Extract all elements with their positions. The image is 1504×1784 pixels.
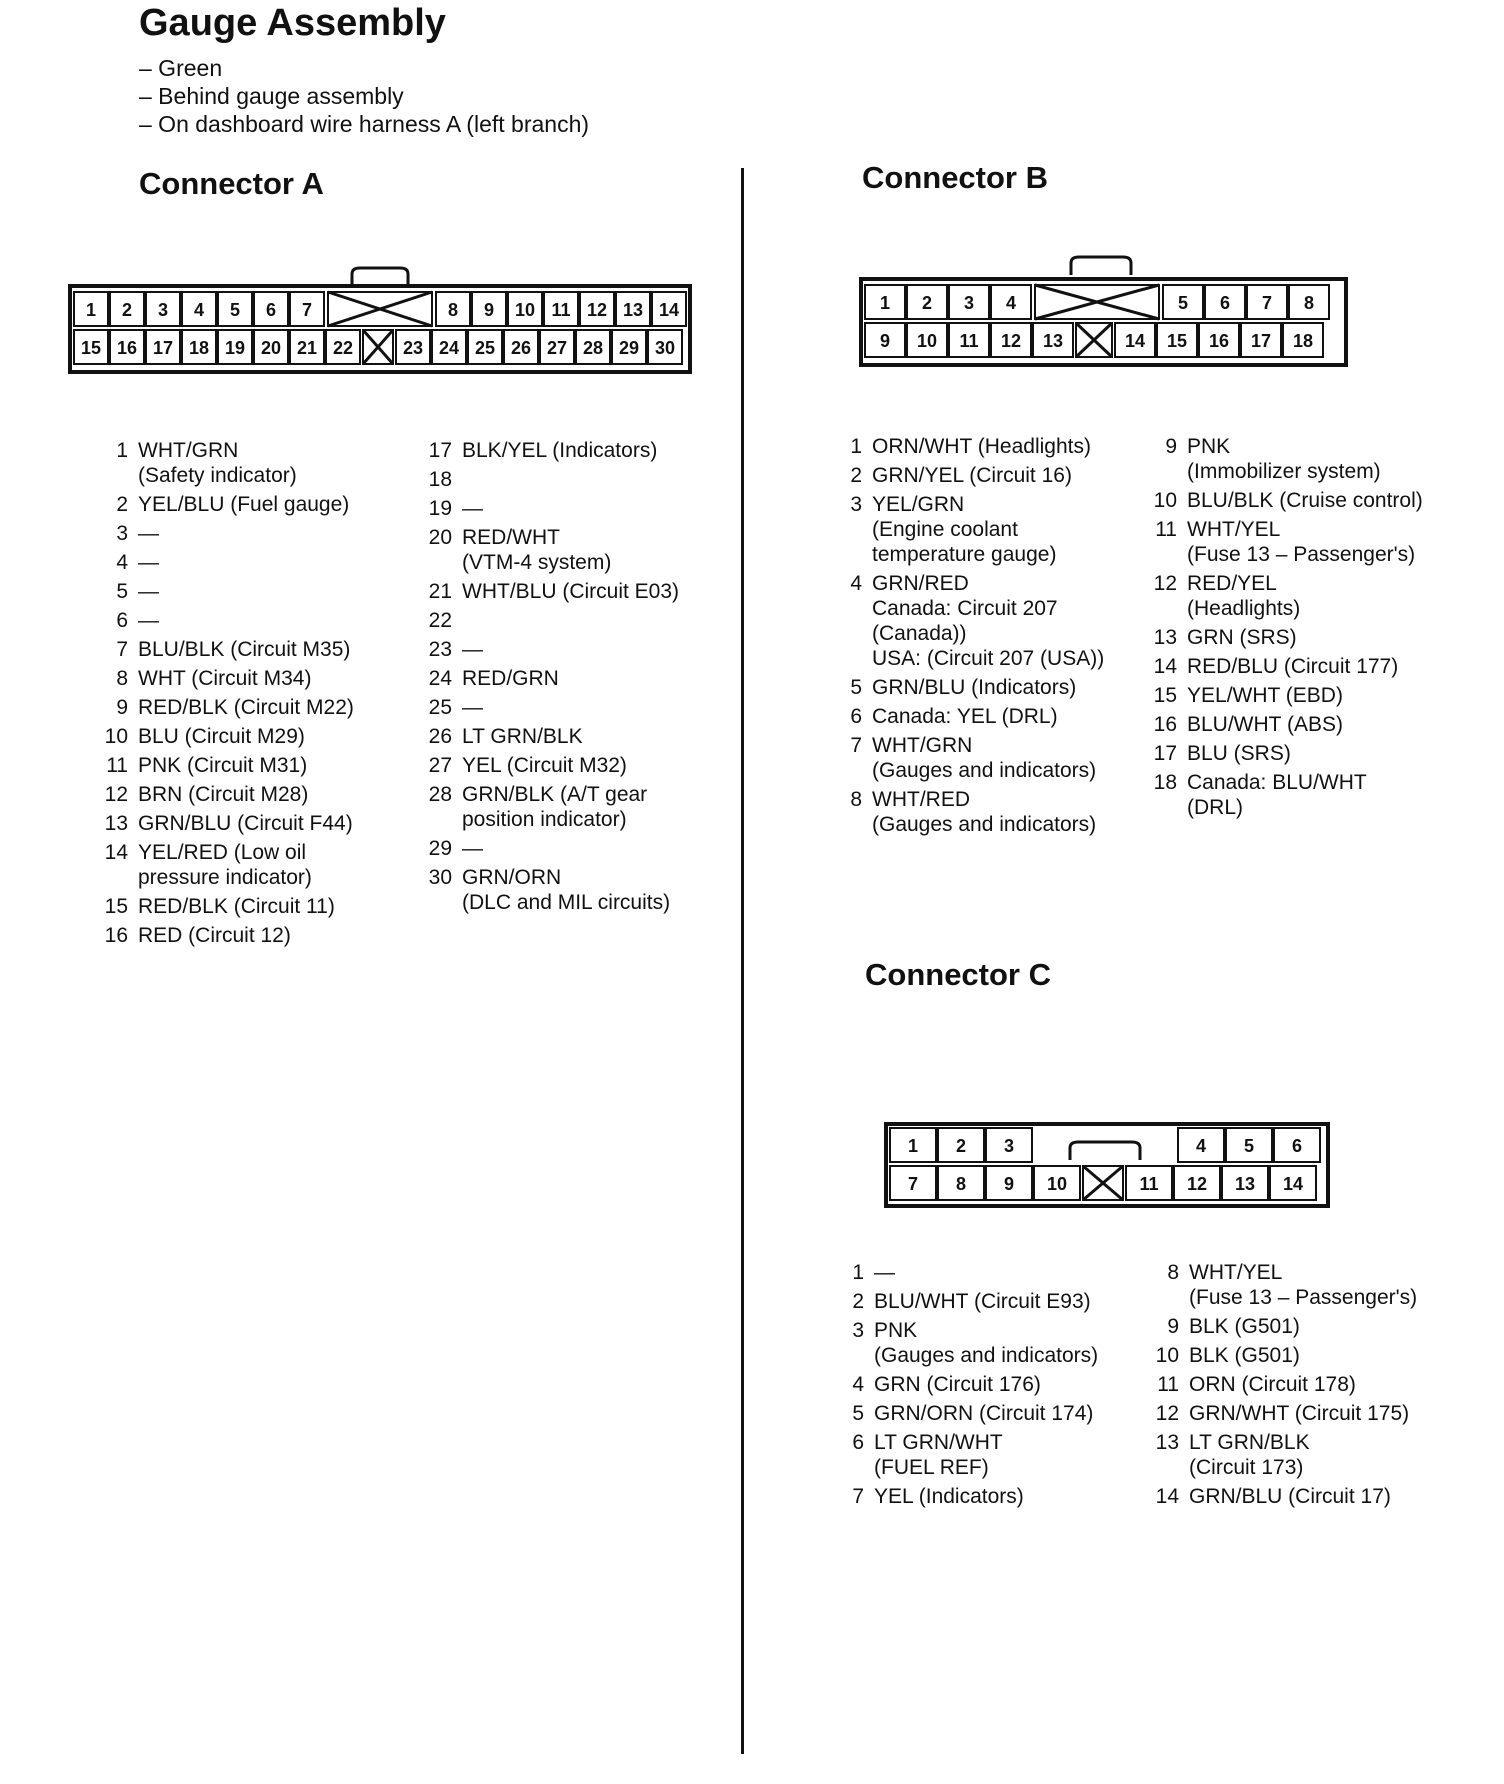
pin-description: WHT/YEL (Fuse 13 – Passenger's) xyxy=(1187,518,1416,566)
pin-cell-label: 11 xyxy=(1139,1174,1159,1194)
pin-number: 9 xyxy=(1167,1315,1179,1338)
pin-description: YEL/RED (Low oil pressure indicator) xyxy=(138,841,312,889)
pin-row xyxy=(104,724,424,749)
pin-number: 7 xyxy=(116,638,128,661)
connector-b-heading: Connector B xyxy=(862,160,1048,195)
pin-row xyxy=(104,894,424,919)
connector-c-svg xyxy=(886,1120,1336,1220)
pin-number: 4 xyxy=(850,572,862,595)
pin-row xyxy=(104,811,424,836)
pin-description: — xyxy=(138,580,159,603)
pin-number: 4 xyxy=(116,551,128,574)
pin-cell-label: 4 xyxy=(1195,1136,1207,1156)
pin-number: 15 xyxy=(1153,684,1177,707)
location-notes xyxy=(139,54,589,138)
pin-cell-label: 2 xyxy=(955,1136,967,1156)
connector-a-pins-col1 xyxy=(104,438,424,952)
pin-row xyxy=(428,496,738,521)
pin-description: GRN/BLU (Circuit F44) xyxy=(138,812,353,835)
pin-cell-label: 1 xyxy=(907,1136,919,1156)
connector-c-pins-col2 xyxy=(1155,1260,1495,1513)
pin-number: 13 xyxy=(1155,1431,1179,1454)
pin-number: 9 xyxy=(1165,435,1177,458)
pin-row xyxy=(428,438,738,463)
pin-cell-label: 10 xyxy=(916,331,938,351)
pin-row xyxy=(838,492,1158,567)
pin-cell-label: 10 xyxy=(1046,1174,1068,1194)
pin-cell-label: 3 xyxy=(963,293,975,313)
pin-number: 24 xyxy=(428,667,452,690)
pin-row xyxy=(838,571,1158,671)
pin-row xyxy=(428,836,738,861)
pin-number: 29 xyxy=(428,837,452,860)
pin-number: 14 xyxy=(1153,655,1177,678)
pin-description: YEL (Indicators) xyxy=(874,1485,1024,1508)
pin-row xyxy=(1153,434,1493,484)
pin-cell-label: 11 xyxy=(959,331,979,351)
pin-number: 16 xyxy=(1153,713,1177,736)
pin-description: GRN (SRS) xyxy=(1187,626,1297,649)
pin-description: GRN/BLU (Indicators) xyxy=(872,676,1077,699)
pin-row xyxy=(838,675,1158,700)
locking-tab xyxy=(1070,1142,1140,1160)
pin-row xyxy=(1155,1260,1495,1310)
pin-cell-label: 12 xyxy=(1186,1174,1208,1194)
pin-cell-label: 3 xyxy=(1003,1136,1015,1156)
connector-b-diagram xyxy=(861,255,1351,365)
pin-number: 11 xyxy=(1157,1373,1179,1396)
pin-cell-label: 27 xyxy=(546,338,568,358)
pin-row xyxy=(840,1430,1160,1480)
pin-number: 1 xyxy=(850,435,862,458)
pin-number: 3 xyxy=(850,493,862,516)
pin-row xyxy=(104,840,424,890)
pin-description: BLK/YEL (Indicators) xyxy=(462,439,658,462)
pin-description: GRN/BLU (Circuit 17) xyxy=(1189,1485,1391,1508)
pin-cell-label: 13 xyxy=(622,300,644,320)
pin-description: WHT/RED (Gauges and indicators) xyxy=(872,788,1097,836)
pin-description: BLU/BLK (Cruise control) xyxy=(1187,489,1423,512)
pin-number: 2 xyxy=(852,1290,864,1313)
pin-row xyxy=(838,704,1158,729)
pin-row xyxy=(1155,1372,1495,1397)
pin-number: 23 xyxy=(428,638,452,661)
pin-description: GRN/RED Canada: Circuit 207 (Canada)) USA: (Circuit 207 (USA)) xyxy=(872,572,1105,670)
pin-row xyxy=(104,579,424,604)
connector-a-diagram xyxy=(70,262,695,372)
pin-number: 14 xyxy=(104,841,128,864)
pin-number: 22 xyxy=(428,609,452,632)
connector-c-heading: Connector C xyxy=(865,957,1051,992)
pin-cell-label: 6 xyxy=(1291,1136,1303,1156)
pin-number: 1 xyxy=(116,439,128,462)
pin-cell-label: 21 xyxy=(296,338,318,358)
pin-description: — xyxy=(138,522,159,545)
pin-row xyxy=(1155,1401,1495,1426)
pin-description: Canada: BLU/WHT (DRL) xyxy=(1187,771,1367,819)
pin-number: 17 xyxy=(1153,742,1177,765)
pin-row xyxy=(840,1260,1160,1285)
pin-cell-label: 29 xyxy=(618,338,640,358)
pin-number: 3 xyxy=(116,522,128,545)
pin-row xyxy=(104,438,424,488)
pin-description: — xyxy=(462,696,483,719)
pin-cell-label: 15 xyxy=(1166,331,1188,351)
pin-row xyxy=(104,550,424,575)
pin-description: WHT/BLU (Circuit E03) xyxy=(462,580,680,603)
pin-cell-label: 7 xyxy=(1261,293,1273,313)
pin-description: YEL/BLU (Fuel gauge) xyxy=(138,493,350,516)
pin-number: 5 xyxy=(850,676,862,699)
pin-description: LT GRN/BLK xyxy=(462,725,583,748)
pin-description: — xyxy=(874,1261,895,1284)
pin-number: 8 xyxy=(116,667,128,690)
pin-description xyxy=(452,467,462,492)
pin-number: 5 xyxy=(852,1402,864,1425)
pin-description: WHT (Circuit M34) xyxy=(138,667,312,690)
pin-cell-label: 9 xyxy=(483,300,495,320)
pin-description: YEL/WHT (EBD) xyxy=(1187,684,1343,707)
pin-number: 7 xyxy=(850,734,862,757)
pin-row xyxy=(104,666,424,691)
pin-number: 10 xyxy=(104,725,128,748)
pin-description: Canada: YEL (DRL) xyxy=(872,705,1058,728)
pin-number: 8 xyxy=(1167,1261,1179,1284)
pin-number: 11 xyxy=(106,754,128,777)
pin-number: 2 xyxy=(850,464,862,487)
pin-row xyxy=(840,1289,1160,1314)
note-harness: – On dashboard wire harness A (left branch) xyxy=(139,111,590,137)
pin-description: YEL (Circuit M32) xyxy=(462,754,627,777)
pin-row xyxy=(1153,683,1493,708)
pin-number: 27 xyxy=(428,754,452,777)
pin-row xyxy=(840,1401,1160,1426)
pin-description: BLU/BLK (Circuit M35) xyxy=(138,638,351,661)
pin-number: 12 xyxy=(1153,572,1177,595)
pin-row xyxy=(1153,741,1493,766)
pin-number: 5 xyxy=(116,580,128,603)
pin-cell-label: 13 xyxy=(1234,1174,1256,1194)
pin-number: 25 xyxy=(428,696,452,719)
pin-number: 21 xyxy=(428,580,452,603)
pin-description: GRN/BLK (A/T gear position indicator) xyxy=(462,783,648,831)
pin-cell-label: 9 xyxy=(1003,1174,1015,1194)
pin-number: 7 xyxy=(852,1485,864,1508)
pin-description: RED (Circuit 12) xyxy=(138,924,291,947)
pin-row xyxy=(428,753,738,778)
pin-number: 18 xyxy=(428,468,452,491)
pin-cell-label: 8 xyxy=(447,300,459,320)
pin-row xyxy=(428,467,738,492)
pin-number: 6 xyxy=(852,1431,864,1454)
pin-cell-label: 14 xyxy=(1282,1174,1304,1194)
pin-row xyxy=(104,492,424,517)
pin-number: 19 xyxy=(428,497,452,520)
pin-row xyxy=(428,724,738,749)
pin-row xyxy=(428,695,738,720)
pin-row xyxy=(1153,488,1493,513)
pin-cell-label: 26 xyxy=(510,338,532,358)
pin-number: 28 xyxy=(428,783,452,806)
pin-number: 6 xyxy=(116,609,128,632)
pin-row xyxy=(428,525,738,575)
pin-cell-label: 17 xyxy=(1250,331,1272,351)
pin-number: 17 xyxy=(428,439,452,462)
pin-description: RED/YEL (Headlights) xyxy=(1187,572,1301,620)
connector-a-pins-col2 xyxy=(428,438,738,919)
pin-description: BRN (Circuit M28) xyxy=(138,783,309,806)
pin-description: GRN/ORN (DLC and MIL circuits) xyxy=(462,866,671,914)
column-divider xyxy=(741,168,744,1754)
pin-number: 1 xyxy=(852,1261,864,1284)
pin-description: BLK (G501) xyxy=(1189,1315,1300,1338)
pin-cell-label: 22 xyxy=(332,338,354,358)
pin-cell-label: 4 xyxy=(1005,293,1017,313)
pin-description: RED/BLU (Circuit 177) xyxy=(1187,655,1399,678)
pin-description: RED/GRN xyxy=(462,667,559,690)
pin-description: WHT/GRN (Safety indicator) xyxy=(138,439,297,487)
pin-cell-label: 18 xyxy=(188,338,210,358)
pin-description: ORN (Circuit 178) xyxy=(1189,1373,1356,1396)
pin-cell-label: 15 xyxy=(80,338,102,358)
pin-row xyxy=(1153,625,1493,650)
pin-number: 26 xyxy=(428,725,452,748)
pin-cell-label: 10 xyxy=(514,300,536,320)
pin-row xyxy=(428,865,738,915)
pin-cell-label: 6 xyxy=(1219,293,1231,313)
pin-row xyxy=(1153,571,1493,621)
pin-cell-label: 9 xyxy=(879,331,891,351)
pin-description: BLU/WHT (ABS) xyxy=(1187,713,1343,736)
pin-description: PNK (Immobilizer system) xyxy=(1187,435,1381,483)
pin-row xyxy=(1155,1314,1495,1339)
pin-description: LT GRN/BLK (Circuit 173) xyxy=(1189,1431,1310,1479)
pin-row xyxy=(428,579,738,604)
pin-row xyxy=(104,695,424,720)
pin-cell-label: 7 xyxy=(301,300,313,320)
pin-number: 2 xyxy=(116,493,128,516)
pin-number: 3 xyxy=(852,1319,864,1342)
pin-description: GRN/ORN (Circuit 174) xyxy=(874,1402,1094,1425)
pin-description: — xyxy=(462,497,483,520)
pin-cell-label: 1 xyxy=(85,300,97,320)
pin-cell-label: 2 xyxy=(921,293,933,313)
pin-description: BLU/WHT (Circuit E93) xyxy=(874,1290,1091,1313)
pin-description: BLK (G501) xyxy=(1189,1344,1300,1367)
pin-cell-label: 2 xyxy=(121,300,133,320)
pin-row xyxy=(1155,1343,1495,1368)
pin-cell-label: 4 xyxy=(193,300,205,320)
note-position: – Behind gauge assembly xyxy=(139,83,404,109)
pin-row xyxy=(838,463,1158,488)
pin-row xyxy=(1153,712,1493,737)
pin-description: LT GRN/WHT (FUEL REF) xyxy=(874,1431,1003,1479)
pin-row xyxy=(104,637,424,662)
pin-cell-label: 16 xyxy=(1208,331,1230,351)
locking-tab xyxy=(352,268,408,286)
pin-cell-label: 6 xyxy=(265,300,277,320)
connector-b-pins-col1 xyxy=(838,434,1158,841)
pin-number: 8 xyxy=(850,788,862,811)
pin-row xyxy=(1153,654,1493,679)
pin-row xyxy=(840,1318,1160,1368)
pin-cell-label: 13 xyxy=(1042,331,1064,351)
pin-row xyxy=(104,923,424,948)
connector-c-diagram xyxy=(886,1120,1336,1220)
pin-cell-label: 5 xyxy=(1243,1136,1255,1156)
pin-description: — xyxy=(462,837,483,860)
pin-cell-label: 11 xyxy=(551,300,571,320)
pin-row xyxy=(428,608,738,633)
note-color: – Green xyxy=(139,55,223,81)
pin-description: PNK (Gauges and indicators) xyxy=(874,1319,1099,1367)
pin-row xyxy=(1155,1484,1495,1509)
pin-cell-label: 18 xyxy=(1292,331,1314,351)
pin-cell-label: 20 xyxy=(260,338,282,358)
pin-number: 13 xyxy=(104,812,128,835)
pin-row xyxy=(428,782,738,832)
pin-cell-label: 23 xyxy=(402,338,424,358)
pin-description: — xyxy=(138,609,159,632)
pin-number: 6 xyxy=(850,705,862,728)
pin-row xyxy=(428,637,738,662)
pin-row xyxy=(838,733,1158,783)
pin-number: 10 xyxy=(1155,1344,1179,1367)
pin-row xyxy=(104,608,424,633)
pin-number: 4 xyxy=(852,1373,864,1396)
pin-row xyxy=(104,521,424,546)
pin-number: 14 xyxy=(1155,1485,1179,1508)
locking-tab xyxy=(1071,257,1131,275)
pin-row xyxy=(838,434,1158,459)
pin-cell-label: 16 xyxy=(116,338,138,358)
pin-number: 9 xyxy=(116,696,128,719)
pin-description: BLU (Circuit M29) xyxy=(138,725,305,748)
pin-cell-label: 14 xyxy=(1124,331,1146,351)
connector-b-pins-col2 xyxy=(1153,434,1493,824)
pin-description: GRN/WHT (Circuit 175) xyxy=(1189,1402,1410,1425)
pin-row xyxy=(428,666,738,691)
pin-cell-label: 19 xyxy=(224,338,246,358)
pin-description: — xyxy=(138,551,159,574)
pin-number: 13 xyxy=(1153,626,1177,649)
pin-description: WHT/GRN (Gauges and indicators) xyxy=(872,734,1097,782)
pin-cell-label: 7 xyxy=(907,1174,919,1194)
pin-number: 10 xyxy=(1153,489,1177,512)
pin-row xyxy=(104,753,424,778)
pin-row xyxy=(840,1484,1160,1509)
pin-description: BLU (SRS) xyxy=(1187,742,1291,765)
pin-row xyxy=(104,782,424,807)
pin-cell-label: 1 xyxy=(879,293,891,313)
pin-cell-label: 12 xyxy=(1000,331,1022,351)
pin-number: 15 xyxy=(104,895,128,918)
page-title: Gauge Assembly xyxy=(139,2,446,44)
pin-description: WHT/YEL (Fuse 13 – Passenger's) xyxy=(1189,1261,1418,1309)
pin-description: RED/BLK (Circuit M22) xyxy=(138,696,354,719)
pin-row xyxy=(838,787,1158,837)
pin-description: ORN/WHT (Headlights) xyxy=(872,435,1091,458)
pin-description xyxy=(452,608,462,633)
pin-cell-label: 30 xyxy=(654,338,676,358)
pin-number: 18 xyxy=(1153,771,1177,794)
connector-a-svg xyxy=(70,262,695,372)
pin-description: YEL/GRN (Engine coolant temperature gauge) xyxy=(872,493,1057,566)
pin-cell-label: 25 xyxy=(474,338,496,358)
pin-description: RED/WHT (VTM-4 system) xyxy=(462,526,612,574)
pin-description: RED/BLK (Circuit 11) xyxy=(138,895,335,918)
pin-description: — xyxy=(462,638,483,661)
connector-c-pins-col1 xyxy=(840,1260,1160,1513)
pin-number: 30 xyxy=(428,866,452,889)
pin-number: 12 xyxy=(1155,1402,1179,1425)
pin-number: 16 xyxy=(104,924,128,947)
pin-number: 11 xyxy=(1155,518,1177,541)
pin-cell-label: 12 xyxy=(586,300,608,320)
pin-number: 20 xyxy=(428,526,452,549)
pin-cell-label: 17 xyxy=(152,338,174,358)
pin-number: 12 xyxy=(104,783,128,806)
pin-cell-label: 14 xyxy=(658,300,680,320)
pin-cell-label: 8 xyxy=(955,1174,967,1194)
pin-description: PNK (Circuit M31) xyxy=(138,754,308,777)
pin-row xyxy=(1155,1430,1495,1480)
pin-cell-label: 24 xyxy=(438,338,460,358)
pin-row xyxy=(840,1372,1160,1397)
pin-cell-label: 3 xyxy=(157,300,169,320)
pin-cell-label: 5 xyxy=(229,300,241,320)
pin-description: GRN/YEL (Circuit 16) xyxy=(872,464,1072,487)
pin-row xyxy=(1153,517,1493,567)
connector-b-svg xyxy=(861,255,1351,365)
pin-cell-label: 8 xyxy=(1303,293,1315,313)
pin-row xyxy=(1153,770,1493,820)
connector-a-heading: Connector A xyxy=(139,166,324,201)
pin-cell-label: 5 xyxy=(1177,293,1189,313)
pin-description: GRN (Circuit 176) xyxy=(874,1373,1041,1396)
pin-cell-label: 28 xyxy=(582,338,604,358)
